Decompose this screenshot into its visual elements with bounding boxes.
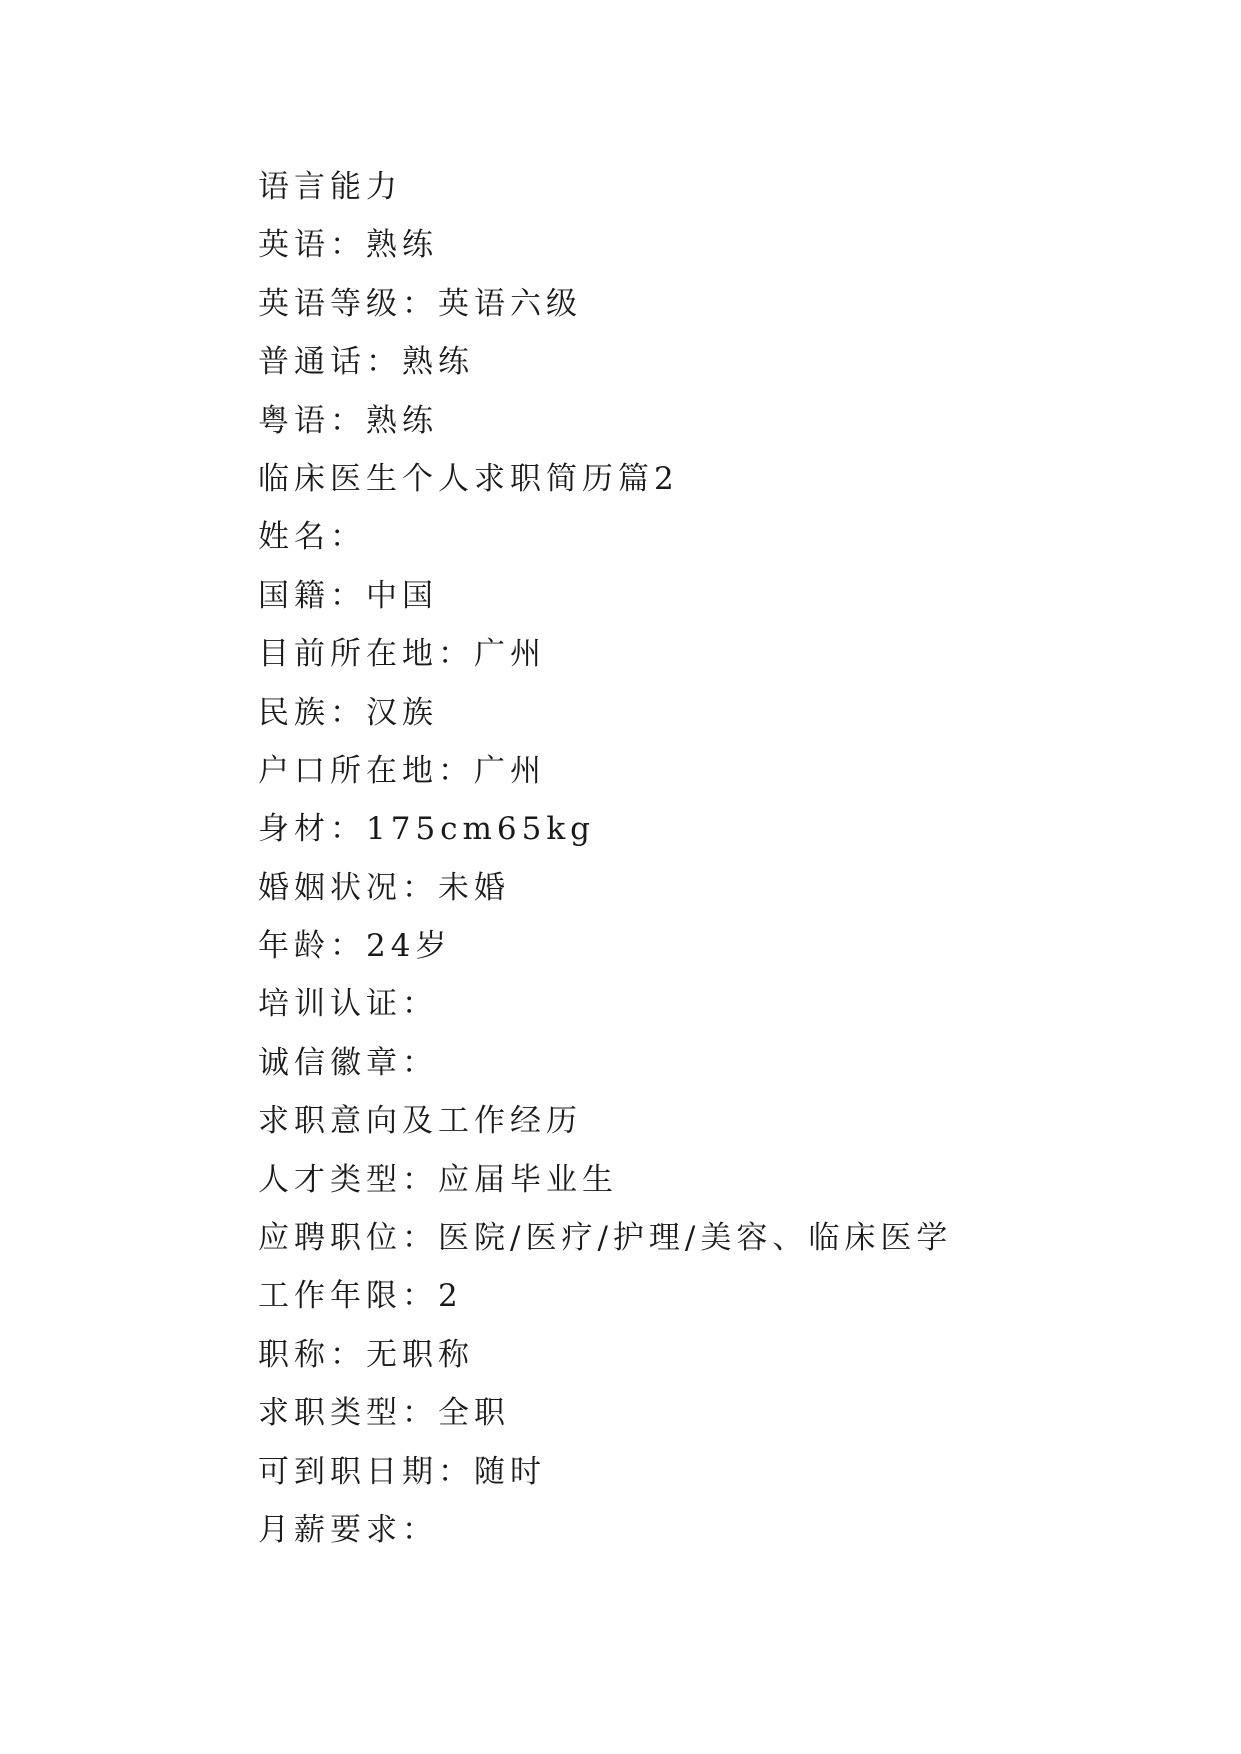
english-level: 英语等级：英语六级 (258, 285, 582, 322)
section-heading-language: 语言能力 (258, 169, 402, 205)
work-years-field: 工作年限：2 (258, 1278, 463, 1315)
cantonese-proficiency: 粤语：熟练 (258, 402, 438, 439)
professional-title-field: 职称：无职称 (258, 1336, 474, 1373)
job-type-field: 求职类型：全职 (258, 1395, 510, 1432)
training-certification-field: 培训认证： (258, 986, 438, 1023)
household-location-field: 户口所在地：广州 (258, 752, 546, 789)
applied-position-field: 应聘职位：医院/医疗/护理/美容、临床医学 (258, 1220, 953, 1257)
mandarin-proficiency: 普通话：熟练 (258, 344, 474, 381)
ethnicity-field: 民族：汉族 (258, 694, 438, 731)
salary-requirement-field: 月薪要求： (258, 1511, 438, 1548)
section-heading-job-intent: 求职意向及工作经历 (258, 1103, 582, 1140)
body-stats-field: 身材：175cm65kg (258, 811, 596, 848)
current-location-field: 目前所在地：广州 (258, 636, 546, 673)
marital-status-field: 婚姻状况：未婚 (258, 869, 510, 906)
integrity-badge-field: 诚信徽章： (258, 1044, 438, 1081)
name-field: 姓名： (258, 519, 366, 556)
age-field: 年龄：24岁 (258, 928, 452, 965)
document-body (258, 158, 1158, 1559)
available-date-field: 可到职日期：随时 (258, 1453, 546, 1490)
resume-title: 临床医生个人求职简历篇2 (258, 460, 679, 497)
talent-type-field: 人才类型：应届毕业生 (258, 1161, 618, 1198)
nationality-field: 国籍：中国 (258, 577, 438, 614)
english-proficiency: 英语：熟练 (258, 227, 438, 264)
